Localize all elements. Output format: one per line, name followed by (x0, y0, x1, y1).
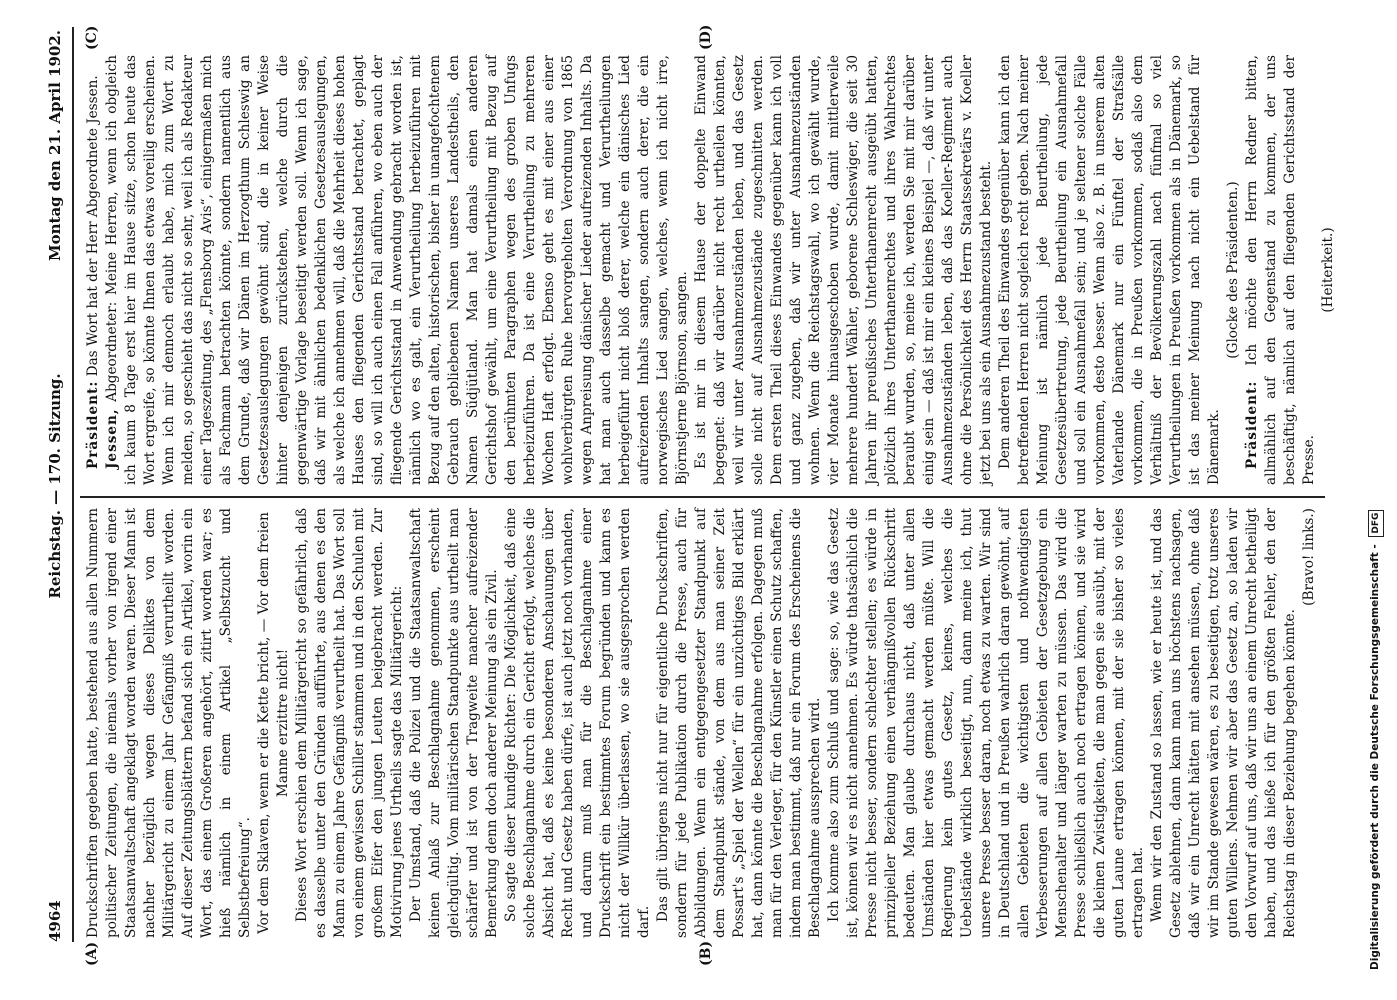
paragraph (103, 55, 692, 485)
column-divider (80, 496, 1325, 498)
speech-text: Das Wort hat der Herr Abgeordnete Jessen. (85, 75, 101, 377)
page-number: 4964 (46, 900, 64, 942)
paragraph (84, 55, 103, 485)
paragraph: Wenn wir den Zustand so lassen, wie er heute ist, und das Gesetz ablehnen, dann kann man uns höchstens nachsagen, daß wir ein Unrecht hätten mit ansehen müssen, ohne daß wir im Stande gewesen wären, es zu beseitigen, trotz unseres guten Willens. Nehmen wir aber das Gesetz an, so laden wir den Vorwurf auf uns, daß wir uns an einem Unrecht betheiligt haben, und das hieße ich für den größten Fehler, den der Reichstag in dieser Beziehung begehen könnte. (1149, 508, 1298, 938)
dfg-logo: DFG (1368, 510, 1384, 537)
speaker-name: Präsident: (1244, 380, 1260, 469)
interjection: (Bravo! links.) (1301, 508, 1317, 606)
speech-text: Abgeordneter: Meine Herren, wenn ich obgleich ich kaum 8 Tage erst hier im Hause sitze, schon heute das Wort ergreife, so könnte Ihnen das etwas voreilig erscheinen. Wenn ich mir dennoch erlaubt habe, mich zum Wort zu melden, so geschieht das nicht so sehr, weil ich als Redakteur einer Tageszeitung, des „Flensborg Avis“, einigermaßen mich als Fachmann betrachten könnte, sondern namentlich aus dem Grunde, daß wir Dänen im Herzogthum Schleswig an Gesetzesauslegungen gewöhnt sind, die in keiner Weise hinter denjenigen zurückstehen, welche durch die gegenwärtige Vorlage beseitigt werden soll. Wenn ich sage, daß wir mit ähnlichen bedenklichen Gesetzesauslegungen, als welche ich annehmen will, daß die Mehrheit dieses hohen Hauses den fliegenden Gerichtsstand betrachtet, geplagt sind, so will ich auch einen Fall anführen, wo eben auch der fliegende Gerichtsstand in Anwendung gebracht worden ist, nämlich wo es galt, ein Verurtheilung herbeizuführen mit Bezug auf den alten, historischen, bisher in unangefochtenem Gebrauch gebliebenen Namen unseres Landestheils, den Namen Südjütland. Man hat damals einen anderen Gerichtshof gewählt, um eine Verurtheilung mit Bezug auf den berühmten Paragraphen wegen des groben Unfugs herbeizuführen. Da ist eine Verurtheilung zu mehreren Wochen Haft erfolgt. Ebenso geht es mit einer aus einer wohlverbürgten Ruhe hervorgeholten Verordnung von 1865 wegen Anpreisung dänischer Lieder aufreizenden Inhalts. Da hat man auch dasselbe gemacht und Verurtheilungen herbeigeführt nicht bloß derer, welche ein dänisches Lied aufreizenden Inhalts sangen, sondern auch derer, die ein norwegisches Lied sangen, welches, wenn ich nicht irre, Björnstjerne Björnson, sangen. (104, 54, 690, 485)
margin-mark-d: (D) (698, 24, 714, 50)
header-date: Montag den 21. April 1902. (46, 30, 64, 261)
paragraph: Druckschriften gegeben hatte, bestehend aus allen Nummern politischer Zeitungen, die niemals vorher von irgend einer Staatsanwaltschaft angeklagt worden waren. Dieser Mann ist nachher bezüglich wegen dieses Deliktes von dem Militärgericht zu einem Jahr Gefängniß verurtheilt worden. Auf dieser Zeitungsblättern befand sich ein Artikel, worin ein Wort, das einem Großeren angehört, zitirt worden war; es hieß nämlich in einem Artikel „Selbstzucht und Selbstbefreiung“. (85, 508, 253, 938)
paragraph: Dieses Wort erschien dem Militärgericht so gefährlich, daß es dasselbe unter den Gründen aufführte, aus denen es den Mann zu einem Jahre Gefängniß verurtheilt hat. Das Wort soll von einem gewissen Schiller stammen und in den Schulen mit großem Eifer den jungen Leuten beigebracht werden. Zur Motivirung jenes Urtheils sagte das Militärgericht: (294, 508, 405, 938)
speech-text: Ich möchte den Herrn Redner bitten, allmählich auf den Gegenstand zu kommen, der uns beschäftigt, nämlich auf den fliegenden Gerichtsstand der Presse. (1244, 55, 1317, 485)
quote-paragraph: Der Umstand, daß die Polizei und die Staatsanwaltschaft keinen Anlaß zur Beschlagnahme genommen, erscheint gleichgültig. Vom militärischen Standpunkte aus urtheilt man schärfer und ist von der Tragweite mancher aufreizender Bemerkung denn doch anderer Meinung als ein Zivil. (408, 508, 500, 938)
interjection: (Glocke des Präsidenten.) (1225, 181, 1241, 359)
paragraph: Es ist mir in diesem Hause der doppelte Einwand begegnet: daß wir darüber nicht recht urtheilen könnten, weil wir unter Ausnahmezuständen leben, und das Gesetz solle nicht auf Ausnahmezustände zugeschnitten werden. Dem ersten Theil dieses Einwandes gegenüber kann ich voll und ganz zugeben, daß wir unter Ausnahmezuständen wohnen. Wenn die Reichstagswahl, wo ich gewählt wurde, vier Monate hinausgeschoben wurde, damit mittlerweile mehrere hundert Wähler, geborene Schleswiger, die seit 30 Jahren ihr preußisches Unterthanenrecht ausgeübt hatten, plötzlich ihres Unterthanenrechtes und ihres Wahlrechtes beraubt wurden, so, meine ich, werden Sie mit mir darüber einig sein — daß ist mir ein kleines Beispiel —, daß wir unter Ausnahmezuständen leben, daß das Koeller-Regiment auch ohne die Persönlichkeit des Herrn Staatssekretärs v. Koeller jetzt bei uns als ein Ausnahmezustand besteht. (693, 55, 994, 485)
left-column (84, 508, 1319, 938)
header-title: Reichstag. — 170. Sitzung. (46, 373, 64, 599)
interjection: (Heiterkeit.) (1320, 227, 1336, 313)
speaker-name: Jessen, (104, 408, 120, 469)
header-rule (72, 27, 74, 942)
speaker-name: Präsident: (85, 380, 101, 469)
credit-text: Digitalisierung gefördert durch die Deutsche Forschungsgemeinschaft - (1369, 544, 1381, 970)
digitization-credit (1368, 0, 1384, 1000)
right-column (84, 55, 1338, 485)
paragraph: Dem anderen Theil des Einwandes gegenüber kann ich den betreffenden Herren nicht sogleich recht geben. Nach meiner Meinung ist nämlich jede Beurtheilung, jede Gesetzesübertretung, jede Beurtheilung ein Ausnahmefall und soll ein Ausnahmefall sein; und je seltener solche Fälle vorkommen, desto besser. Wenn also z. B. in unserem alten Vaterlande Dänemark nur ein Fünftel der Strafsälle vorkommen, die in Preußen vorkommen, sodaß also dem Verhältniß der Bevölkerungszahl nach fünfmal so viel Verurtheilungen in Preußen vorkommen als in Dänemark, so ist das meiner Meinung nach nicht ein Uebelstand für Dänemark. (997, 55, 1222, 485)
paragraph: So sagte dieser kundige Richter: Die Möglichkeit, daß eine solche Beschlagnahme durch ein Gericht erfolgt, welches die Absicht hat, daß es keine besonderen Anschauungen über Recht und Gesetz haben dürfe, ist auch jetzt noch vorhanden, und darum muß man für die Beschlagnahme einer Druckschrift ein bestimmtes Forum begründen und kann es nicht der Willkür überlassen, wo sie ausgesprochen werden darf. (503, 508, 652, 938)
paragraph: Ich komme also zum Schluß und sage: so, wie das Gesetz ist, können wir es nicht annehmen. Es würde thatsächlich die Presse nicht besser, sondern schlechter stellen; es würde in prinzipieller Beziehung einen verhängnißvollen Rückschritt bedeuten. Man glaube durchaus nicht, daß unter allen Umständen hier etwas gemacht werden müßte. Will die Regierung kein gutes Gesetz, keines, welches die Uebelstände wirklich beseitigt, nun, dann meine ich, thut unsere Presse besser daran, noch etwas zu warten. Wir sind in Deutschland und in Preußen wahrlich daran gewöhnt, auf allen Gebieten die wichtigsten und nothwendigsten Verbesserungen auf allen Gebieten der Gesetzgebung ein Menschenalter und länger warten zu müssen. Das wird die Presse schließlich auch noch ertragen können, und sie wird die kleinen Zwistigkeiten, die man gegen sie ausübt, mit der guten Laune ertragen können, mit der sie bisher so vieles ertragen hat. (826, 508, 1146, 938)
paragraph: Das gilt übrigens nicht nur für eigentliche Druckschriften, sondern für jede Publikation durch die Presse, auch für Abbildungen. Wenn ein entgegengesetzter Standpunkt auf dem Standpunkt stände, von dem aus man seiner Zeit Possart's „Spiel der Wellen“ für ein unzüchtiges Bild erklärt hat, dann könnte die Beschlagnahme erfolgen. Dagegen muß man für den Verleger, für den Künstler einen Schutz schaffen, indem man bestimmt, daß nur ein Forum des Erscheinens die Beschlagnahme aussprechen wird. (655, 508, 823, 938)
paragraph (1243, 55, 1319, 485)
margin-mark-b: (B) (698, 940, 714, 966)
page-header (42, 30, 68, 942)
margin-mark-c: (C) (84, 25, 100, 50)
margin-mark-a: (A) (84, 941, 100, 966)
quote: Vor dem Sklaven, wenn er die Kette bricht, — Vor dem freien Manne erzittre nicht! (256, 512, 291, 934)
